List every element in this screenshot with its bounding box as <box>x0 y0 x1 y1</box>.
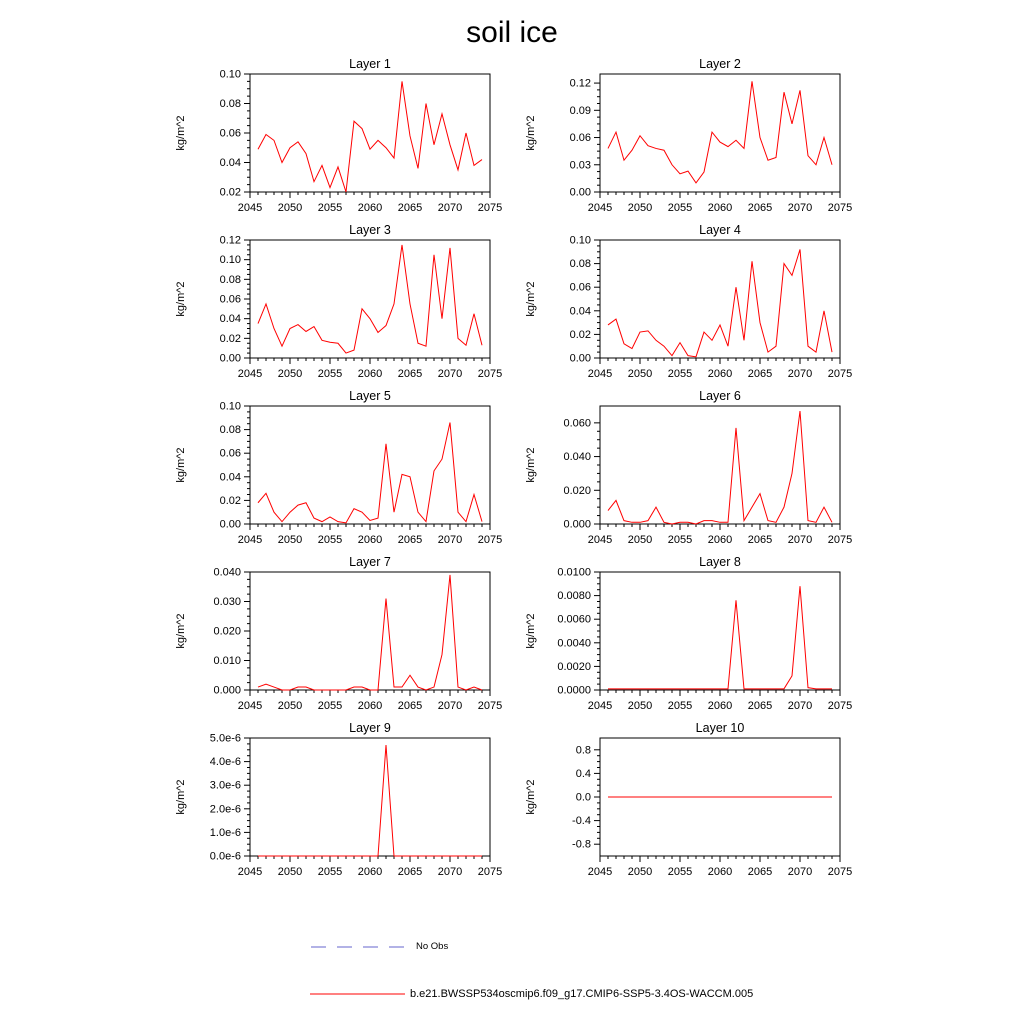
x-tick-label: 2060 <box>707 866 733 878</box>
y-tick-label: 0.04 <box>569 305 591 318</box>
x-tick-label: 2045 <box>237 700 263 712</box>
x-tick-label: 2050 <box>627 700 653 712</box>
x-tick-label: 2045 <box>237 534 263 546</box>
x-tick-label: 2050 <box>277 202 303 214</box>
chart-panel-layer-4 <box>512 222 852 388</box>
x-tick-label: 2060 <box>357 368 383 380</box>
y-tick-label: 0.12 <box>569 77 591 90</box>
x-tick-label: 2065 <box>747 202 773 214</box>
x-tick-label: 2060 <box>707 368 733 380</box>
layer-8-chart <box>512 554 852 720</box>
y-tick-label: 0.00 <box>569 186 591 199</box>
series-line <box>258 745 482 856</box>
y-tick-label: 0.000 <box>563 518 591 531</box>
y-tick-label: 0.0000 <box>557 684 591 697</box>
y-tick-label: 0.10 <box>219 68 241 81</box>
page-title: soil ice <box>466 16 558 49</box>
y-axis-label: kg/m^2 <box>525 281 537 317</box>
x-tick-label: 2065 <box>397 866 423 878</box>
x-tick-label: 2045 <box>237 866 263 878</box>
x-tick-label: 2045 <box>237 202 263 214</box>
y-tick-label: 0.4 <box>575 767 591 780</box>
y-tick-label: 0.10 <box>219 400 241 413</box>
y-tick-label: 0.00 <box>219 352 241 365</box>
x-tick-label: 2045 <box>587 700 613 712</box>
x-tick-label: 2070 <box>787 368 813 380</box>
chart-title: Layer 2 <box>699 57 741 71</box>
layer-6-chart <box>512 388 852 554</box>
no-obs-dashed-line-icon <box>310 943 410 951</box>
y-axis-label: kg/m^2 <box>525 447 537 483</box>
y-tick-label: 0.08 <box>219 273 241 286</box>
y-tick-label: -0.4 <box>572 815 591 828</box>
x-tick-label: 2060 <box>357 534 383 546</box>
plot-box <box>600 74 840 192</box>
y-tick-label: 0.08 <box>219 98 241 110</box>
layer-7-chart <box>162 554 502 720</box>
x-tick-label: 2050 <box>627 866 653 878</box>
chart-title: Layer 7 <box>349 555 391 569</box>
y-tick-label: 0.0020 <box>557 660 591 673</box>
x-tick-label: 2045 <box>587 368 613 380</box>
y-axis-label: kg/m^2 <box>175 613 187 649</box>
y-tick-label: 0.02 <box>219 186 241 199</box>
chart-panel-layer-10 <box>512 720 852 886</box>
x-tick-label: 2050 <box>627 534 653 546</box>
x-tick-label: 2075 <box>827 534 852 546</box>
x-tick-label: 2075 <box>827 368 852 380</box>
y-axis-label: kg/m^2 <box>175 779 187 815</box>
x-tick-label: 2075 <box>477 202 502 214</box>
x-tick-label: 2060 <box>357 202 383 214</box>
x-tick-label: 2055 <box>667 700 693 712</box>
chart-panel-layer-5 <box>162 388 502 554</box>
x-tick-label: 2055 <box>667 368 693 380</box>
y-tick-label: 0.0080 <box>557 590 591 603</box>
y-tick-label: 0.040 <box>213 566 241 579</box>
x-tick-label: 2070 <box>437 534 463 546</box>
y-tick-label: 4.0e-6 <box>209 756 241 769</box>
chart-panel-layer-3 <box>162 222 502 388</box>
y-tick-label: 0.02 <box>569 328 591 341</box>
x-tick-label: 2060 <box>707 534 733 546</box>
x-tick-label: 2070 <box>787 700 813 712</box>
x-tick-label: 2075 <box>827 700 852 712</box>
x-tick-label: 2055 <box>317 202 343 214</box>
x-tick-label: 2060 <box>357 700 383 712</box>
chart-panel-layer-2 <box>512 56 852 222</box>
x-tick-label: 2065 <box>747 700 773 712</box>
legend-model-series <box>310 988 753 1000</box>
chart-title: Layer 9 <box>349 721 391 735</box>
chart-panel-layer-9 <box>162 720 502 886</box>
y-axis-label: kg/m^2 <box>175 447 187 483</box>
y-tick-label: 0.06 <box>219 127 241 140</box>
x-tick-label: 2065 <box>747 866 773 878</box>
no-obs-label: No Obs <box>416 941 449 952</box>
x-tick-label: 2055 <box>317 534 343 546</box>
x-tick-label: 2065 <box>747 534 773 546</box>
series-line <box>608 81 832 183</box>
y-tick-label: 1.0e-6 <box>209 826 241 839</box>
x-tick-label: 2055 <box>317 700 343 712</box>
y-tick-label: 0.06 <box>219 447 241 460</box>
chart-panel-layer-6 <box>512 388 852 554</box>
model-series-line-icon <box>310 990 405 998</box>
y-tick-label: 0.060 <box>563 417 591 430</box>
x-tick-label: 2075 <box>477 368 502 380</box>
y-tick-label: 0.02 <box>219 494 241 507</box>
y-tick-label: 0.10 <box>569 234 591 247</box>
layer-9-chart <box>162 720 502 886</box>
layer-2-chart <box>512 56 852 222</box>
y-tick-label: 2.0e-6 <box>209 803 241 816</box>
x-tick-label: 2070 <box>437 866 463 878</box>
legend-no-obs <box>310 941 448 952</box>
y-tick-label: 0.06 <box>569 132 591 145</box>
y-tick-label: 0.10 <box>219 254 241 267</box>
layer-1-chart <box>162 56 502 222</box>
y-tick-label: 0.020 <box>213 625 241 638</box>
x-tick-label: 2065 <box>747 368 773 380</box>
x-tick-label: 2065 <box>397 700 423 712</box>
x-tick-label: 2070 <box>787 866 813 878</box>
chart-title: Layer 6 <box>699 389 741 403</box>
y-tick-label: 0.03 <box>569 159 591 172</box>
x-tick-label: 2065 <box>397 368 423 380</box>
x-tick-label: 2075 <box>477 534 502 546</box>
chart-panel-layer-8 <box>512 554 852 720</box>
series-line <box>258 81 482 192</box>
chart-title: Layer 1 <box>349 57 391 71</box>
plot-box <box>250 738 490 856</box>
y-axis-label: kg/m^2 <box>525 779 537 815</box>
x-tick-label: 2045 <box>587 866 613 878</box>
x-tick-label: 2045 <box>587 534 613 546</box>
layer-5-chart <box>162 388 502 554</box>
chart-title: Layer 4 <box>699 223 741 237</box>
y-tick-label: 0.12 <box>219 234 241 247</box>
series-line <box>608 249 832 356</box>
series-line <box>258 575 482 690</box>
y-tick-label: 0.08 <box>569 258 591 271</box>
layer-3-chart <box>162 222 502 388</box>
y-axis-label: kg/m^2 <box>525 613 537 649</box>
x-tick-label: 2055 <box>317 866 343 878</box>
chart-panel-layer-7 <box>162 554 502 720</box>
y-tick-label: 0.0040 <box>557 637 591 650</box>
y-tick-label: 0.010 <box>213 655 241 667</box>
y-tick-label: 0.000 <box>213 684 241 697</box>
x-tick-label: 2070 <box>437 202 463 214</box>
x-tick-label: 2050 <box>277 368 303 380</box>
x-tick-label: 2060 <box>707 202 733 214</box>
y-tick-label: 0.0100 <box>557 566 591 579</box>
x-tick-label: 2070 <box>437 700 463 712</box>
x-tick-label: 2065 <box>397 534 423 546</box>
x-tick-label: 2070 <box>787 202 813 214</box>
x-tick-label: 2075 <box>827 866 852 878</box>
y-tick-label: 0.0060 <box>557 613 591 626</box>
y-tick-label: 0.04 <box>219 313 241 326</box>
series-line <box>258 245 482 353</box>
chart-title: Layer 3 <box>349 223 391 237</box>
x-tick-label: 2070 <box>787 534 813 546</box>
y-tick-label: 0.00 <box>569 352 591 365</box>
x-tick-label: 2065 <box>397 202 423 214</box>
y-tick-label: 0.030 <box>213 596 241 608</box>
y-tick-label: 0.0 <box>575 791 591 804</box>
y-tick-label: 0.04 <box>219 157 241 169</box>
x-tick-label: 2075 <box>827 202 852 214</box>
series-line <box>258 423 482 523</box>
plot-box <box>250 74 490 192</box>
chart-title: Layer 8 <box>699 555 741 569</box>
y-axis-label: kg/m^2 <box>175 115 187 151</box>
x-tick-label: 2055 <box>667 202 693 214</box>
y-tick-label: 0.04 <box>219 471 241 484</box>
x-tick-label: 2050 <box>277 700 303 712</box>
x-tick-label: 2055 <box>317 368 343 380</box>
chart-title: Layer 10 <box>695 721 745 735</box>
x-tick-label: 2070 <box>437 368 463 380</box>
x-tick-label: 2060 <box>707 700 733 712</box>
chart-panel-layer-1 <box>162 56 502 222</box>
y-axis-label: kg/m^2 <box>525 115 537 151</box>
y-tick-label: 0.09 <box>569 104 591 117</box>
layer-4-chart <box>512 222 852 388</box>
series-line <box>608 586 832 689</box>
y-tick-label: 0.040 <box>563 451 591 464</box>
y-tick-label: 0.8 <box>575 744 591 757</box>
model-series-label: b.e21.BWSSP534oscmip6.f09_g17.CMIP6-SSP5-3.4OS-WACCM.005 <box>410 988 754 1000</box>
y-axis-label: kg/m^2 <box>175 281 187 317</box>
x-tick-label: 2045 <box>587 202 613 214</box>
y-tick-label: -0.8 <box>572 838 591 851</box>
y-tick-label: 0.020 <box>563 484 591 497</box>
x-tick-label: 2050 <box>277 534 303 546</box>
charts-grid <box>162 56 862 886</box>
x-tick-label: 2050 <box>277 866 303 878</box>
x-tick-label: 2045 <box>237 368 263 380</box>
x-tick-label: 2075 <box>477 700 502 712</box>
plot-box <box>250 240 490 358</box>
y-tick-label: 0.06 <box>219 293 241 306</box>
chart-title: Layer 5 <box>349 389 391 403</box>
x-tick-label: 2075 <box>477 866 502 878</box>
y-tick-label: 0.0e-6 <box>209 850 241 863</box>
y-tick-label: 3.0e-6 <box>209 779 241 792</box>
x-tick-label: 2055 <box>667 866 693 878</box>
y-tick-label: 5.0e-6 <box>209 732 241 745</box>
y-tick-label: 0.08 <box>219 424 241 437</box>
y-tick-label: 0.02 <box>219 332 241 345</box>
y-tick-label: 0.00 <box>219 518 241 531</box>
x-tick-label: 2050 <box>627 368 653 380</box>
y-tick-label: 0.06 <box>569 281 591 294</box>
x-tick-label: 2060 <box>357 866 383 878</box>
layer-10-chart <box>512 720 852 886</box>
series-line <box>608 411 832 524</box>
x-tick-label: 2055 <box>667 534 693 546</box>
x-tick-label: 2050 <box>627 202 653 214</box>
